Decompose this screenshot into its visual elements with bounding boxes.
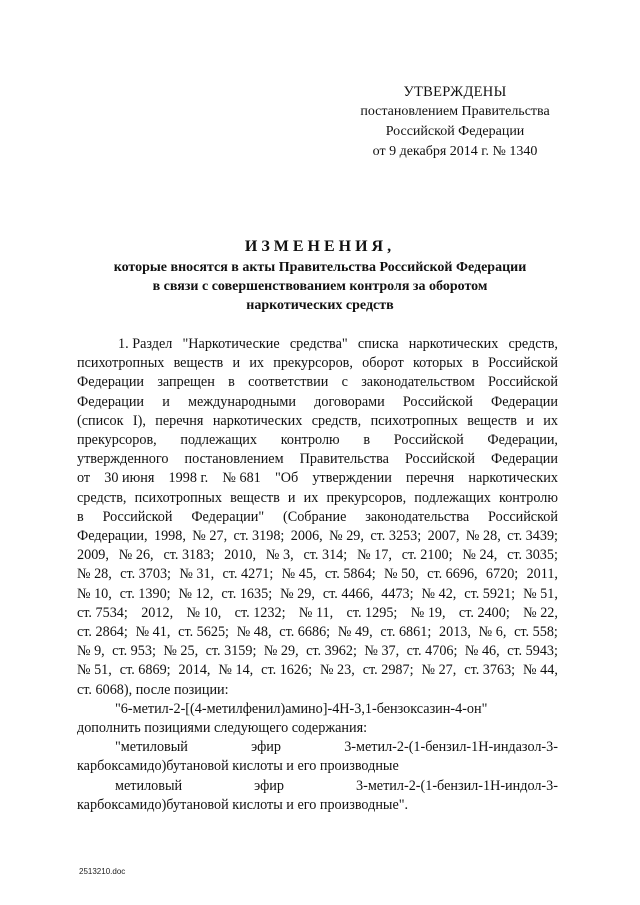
body-word: веществ	[467, 412, 517, 429]
body-word: перечня	[406, 470, 455, 487]
body-word: эфир	[251, 739, 281, 756]
body-word: № 37,	[364, 643, 400, 660]
body-word: 30 июня	[104, 470, 155, 487]
body-word: ст. 3183;	[163, 547, 215, 564]
body-word: и	[526, 412, 534, 429]
title-subline: в связи с совершенствованием контроля за оборотом	[152, 279, 488, 294]
body-word: ст. 6869;	[119, 662, 171, 679]
body-line	[77, 777, 558, 796]
body-word: ст. 4271;	[222, 566, 274, 583]
body-line	[77, 431, 558, 450]
body-word: и	[287, 489, 296, 506]
body-word: № 19,	[410, 604, 446, 621]
file-name-footer: 2513210.doc	[79, 867, 126, 876]
body-word: № 26,	[118, 547, 154, 564]
body-line	[77, 604, 558, 623]
body-word: контролю	[499, 489, 558, 506]
body-word: № 46,	[464, 643, 500, 660]
approval-line: постановлением Правительства	[360, 104, 550, 119]
body-word: 2009,	[77, 547, 109, 564]
body-word: ст. 7534;	[77, 604, 128, 621]
body-word: № 24,	[462, 547, 498, 564]
body-word: Российской	[488, 508, 558, 525]
body-line	[77, 508, 558, 527]
body-word: в	[77, 508, 84, 525]
body-word: (список	[77, 412, 124, 429]
body-word: от	[77, 470, 91, 487]
body-word: средства"	[289, 336, 348, 352]
body-line	[77, 373, 558, 392]
body-word: договорами	[314, 393, 385, 410]
body-word: ст. 3439;	[507, 528, 558, 545]
document-body	[77, 335, 558, 815]
body-word: и	[162, 393, 170, 410]
body-line	[77, 546, 558, 565]
body-word: и	[232, 355, 241, 372]
body-line: "6-метил-2-[(4-метилфенил)амино]-4Н-3,1-бензоксазин-4-он"	[115, 700, 488, 717]
body-word: ст. 5921;	[464, 585, 516, 602]
body-word: № 9,	[77, 643, 105, 660]
body-word: 2012,	[141, 604, 174, 621]
body-word: ст. 3253;	[370, 528, 422, 545]
body-word: № 29,	[280, 585, 315, 602]
approval-heading: УТВЕРЖДЕНЫ	[403, 84, 507, 100]
title-main: ИЗМЕНЕНИЯ,	[244, 238, 396, 255]
body-word: с	[341, 374, 348, 391]
body-word: 1998,	[153, 528, 186, 545]
body-word: 3-метил-2-(1-бензил-1Н-индазол-3-	[344, 739, 558, 756]
body-word: международными	[187, 393, 296, 410]
body-word: ст. 3035;	[507, 547, 558, 564]
body-word: перечня	[155, 412, 204, 429]
body-word: ст. 1295;	[346, 604, 398, 621]
body-line: ст. 6068), после позиции:	[77, 681, 229, 698]
body-word: № 14,	[218, 662, 254, 679]
body-line	[77, 489, 558, 508]
body-word: 2013,	[439, 624, 471, 641]
body-word: ст. 3703;	[120, 566, 171, 583]
body-word: № 10,	[77, 585, 112, 602]
body-line: дополнить позициями следующего содержания:	[77, 720, 368, 737]
body-word: запрещен	[157, 374, 215, 391]
body-word: № 31,	[179, 566, 215, 583]
body-word: веществ	[230, 489, 280, 506]
body-word: № 10,	[186, 604, 222, 621]
body-word: № 44,	[523, 662, 558, 679]
body-word: "Об	[274, 470, 299, 487]
body-word: ст. 6861;	[380, 624, 432, 641]
body-word: ст. 2100;	[401, 547, 453, 564]
body-line	[77, 565, 558, 584]
body-word: прекурсоров,	[77, 432, 157, 449]
body-word: ст. 3159;	[205, 643, 257, 660]
body-line	[77, 469, 558, 488]
body-word: постановлением	[184, 451, 284, 468]
body-word: ст. 558;	[514, 624, 558, 641]
body-word: ст. 1232;	[234, 604, 286, 621]
approval-date-number: от 9 декабря 2014 г. № 1340	[372, 144, 538, 159]
body-word: № 681	[222, 470, 261, 487]
body-word: № 3,	[265, 547, 294, 564]
body-word: законодательства	[365, 508, 470, 525]
body-word: 2007,	[427, 528, 460, 545]
body-word: № 25,	[163, 643, 199, 660]
body-word: № 29,	[329, 528, 364, 545]
body-word: Российской	[405, 451, 475, 468]
body-word: Российской	[402, 393, 473, 410]
body-word: Федерации,	[77, 528, 148, 545]
body-word: № 50,	[383, 566, 419, 583]
body-word: ст. 5625;	[178, 624, 229, 641]
body-word: Федерации	[490, 451, 558, 468]
body-word: "метиловый	[115, 739, 188, 756]
body-word: № 12,	[178, 585, 214, 602]
body-word: эфир	[254, 777, 284, 794]
body-word: ст. 1635;	[221, 585, 273, 602]
body-word: ст. 3763;	[464, 662, 516, 679]
body-word: № 45,	[281, 566, 317, 583]
body-word: Федерации	[77, 374, 145, 391]
body-word: 1. Раздел	[118, 336, 173, 352]
body-word: (Собрание	[283, 508, 347, 525]
body-word: прекурсоров,	[326, 489, 407, 506]
approval-line: Российской Федерации	[385, 124, 525, 139]
body-word: ст. 2864;	[77, 624, 128, 641]
body-word: метиловый	[115, 777, 183, 794]
body-word: № 11,	[298, 604, 334, 621]
body-word: ст. 6686;	[279, 624, 331, 641]
body-line	[77, 738, 558, 757]
body-word: списка	[357, 336, 399, 352]
body-word: Российской	[488, 355, 558, 372]
body-word: ст. 4466,	[322, 585, 374, 602]
body-line	[77, 354, 558, 373]
body-word: 3-метил-2-(1-бензил-1Н-индол-3-	[356, 777, 558, 794]
body-word: Российской	[102, 508, 173, 525]
body-word: психотропных	[77, 355, 165, 372]
body-word: в	[363, 432, 371, 449]
body-line: карбоксамидо)бутановой кислоты и его производные".	[77, 796, 409, 813]
body-word: № 42,	[421, 585, 457, 602]
body-word: № 28,	[77, 566, 112, 583]
body-word: Российской	[393, 432, 464, 449]
body-word: их	[543, 412, 558, 429]
body-word: их	[249, 355, 264, 372]
body-word: Федерации"	[191, 508, 265, 525]
body-word: ст. 314;	[303, 547, 348, 564]
body-word: соответствии	[248, 374, 329, 391]
body-word: ст. 3198;	[233, 528, 285, 545]
body-word: законодательством	[361, 374, 475, 391]
body-word: № 27,	[192, 528, 228, 545]
approval-block	[330, 82, 580, 162]
body-word: ст. 5943;	[507, 643, 558, 660]
body-word: № 49,	[337, 624, 373, 641]
body-word: их	[303, 489, 319, 506]
body-word: утвержденного	[77, 451, 169, 468]
body-word: № 22,	[523, 604, 558, 621]
body-word: наркотических	[212, 412, 303, 429]
body-line: карбоксамидо)бутановой кислоты и его производные	[77, 758, 399, 775]
body-word: 2014,	[178, 662, 211, 679]
body-word: 2006,	[290, 528, 323, 545]
body-word: 2010,	[224, 547, 257, 564]
body-word: № 51,	[523, 585, 558, 602]
title-subline: которые вносятся в акты Правительства Российской Федерации	[113, 260, 527, 275]
body-word: I),	[132, 412, 146, 429]
body-word: веществ	[173, 355, 224, 372]
body-line	[77, 585, 558, 604]
body-word: ст. 1626;	[261, 662, 313, 679]
body-word: № 41,	[135, 624, 171, 641]
title-subline: наркотических средств	[246, 298, 394, 313]
body-line	[77, 393, 558, 412]
body-word: № 17,	[357, 547, 392, 564]
body-word: 2011,	[526, 566, 558, 583]
body-word: № 28,	[465, 528, 501, 545]
body-word: 6720;	[485, 566, 519, 583]
body-word: контролю	[280, 432, 340, 449]
body-word: наркотических	[468, 470, 558, 487]
body-word: прекурсоров,	[273, 355, 353, 372]
body-word: в	[472, 355, 479, 372]
body-word: Правительства	[299, 451, 389, 468]
body-line	[77, 335, 558, 354]
body-word: средств,	[508, 336, 558, 352]
body-line	[77, 450, 558, 469]
body-word: № 23,	[319, 662, 355, 679]
body-word: Федерации,	[487, 432, 558, 449]
body-word: № 48,	[236, 624, 272, 641]
body-word: № 51,	[77, 662, 112, 679]
body-word: ст. 3962;	[306, 643, 357, 660]
body-word: средств,	[77, 489, 127, 506]
body-word: средств,	[311, 412, 362, 429]
body-word: ст. 5864;	[324, 566, 376, 583]
document-title	[60, 236, 580, 315]
body-word: психотропных	[370, 412, 458, 429]
body-word: ст. 2987;	[362, 662, 414, 679]
body-word: оборот	[362, 355, 404, 372]
body-word: № 29,	[263, 643, 299, 660]
body-word: ст. 953;	[112, 643, 156, 660]
body-word: наркотических	[408, 336, 499, 352]
body-line	[77, 623, 558, 642]
body-word: подлежащих	[414, 489, 491, 506]
body-word: № 27,	[421, 662, 457, 679]
body-word: которых	[413, 355, 463, 372]
body-word: ст. 2400;	[458, 604, 510, 621]
body-line	[77, 527, 558, 546]
body-line	[77, 642, 558, 661]
body-word: Российской	[488, 374, 558, 391]
body-word: Федерации	[77, 393, 145, 410]
body-word: ст. 4706;	[406, 643, 458, 660]
body-line	[77, 412, 558, 431]
body-line	[77, 661, 558, 680]
body-word: утверждении	[312, 470, 392, 487]
body-word: Федерации	[490, 393, 558, 410]
body-word: психотропных	[134, 489, 222, 506]
body-word: "Наркотические	[182, 336, 280, 352]
body-word: 4473;	[381, 585, 414, 602]
body-word: в	[228, 374, 235, 391]
body-word: ст. 6696,	[427, 566, 478, 583]
body-word: подлежащих	[180, 432, 257, 449]
body-word: № 6,	[478, 624, 507, 641]
body-word: 1998 г.	[168, 470, 209, 487]
body-word: ст. 1390;	[119, 585, 171, 602]
